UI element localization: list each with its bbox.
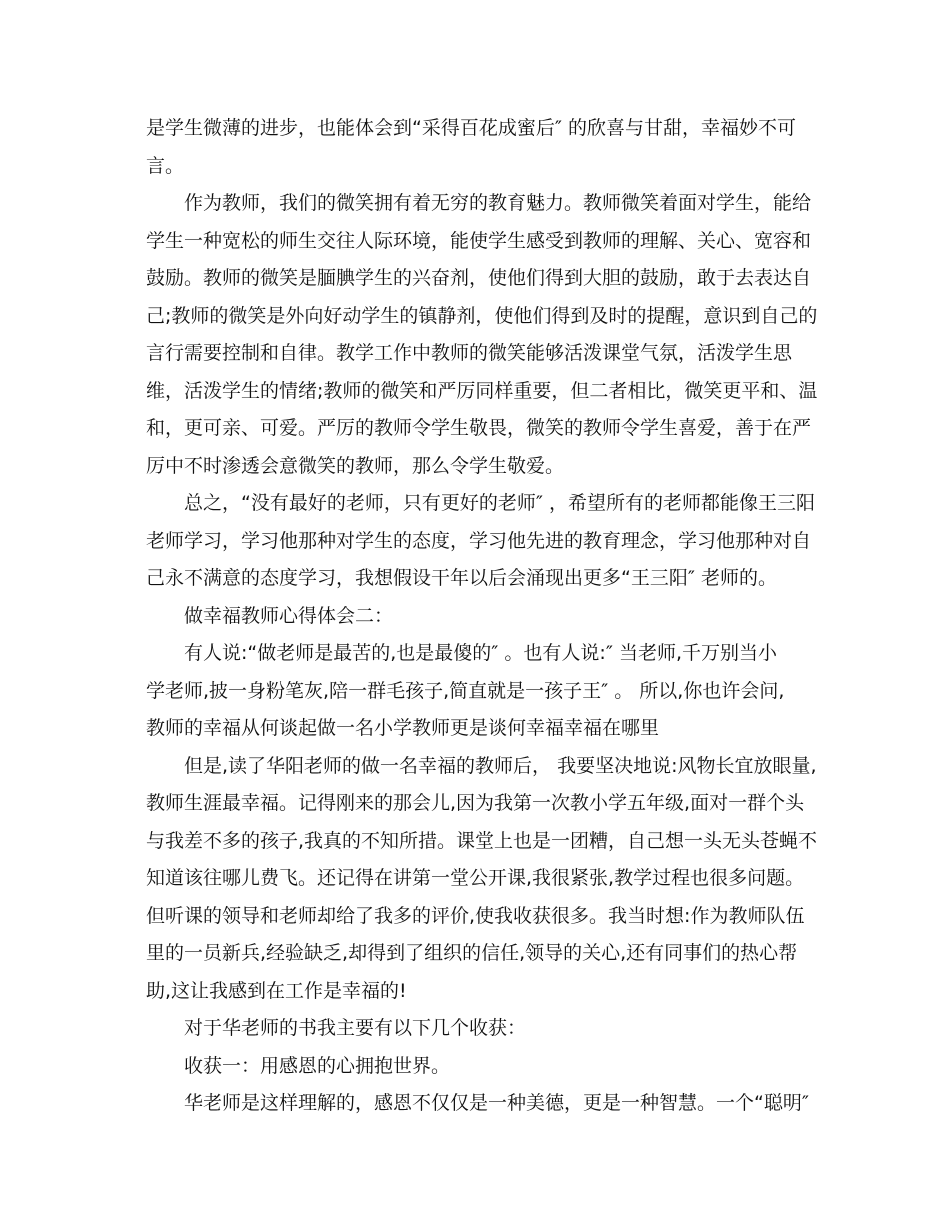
text-line: 教师生涯最幸福。记得刚来的那会儿,因为我第一次教小学五年级,面对一群个头: [146, 792, 805, 814]
text-line: 总之，“没有最好的老师，只有更好的老师″ ，希望所有的老师都能像王三阳: [184, 492, 815, 514]
text-line: 己永不满意的态度学习，我想假设干年以后会涌现出更多“王三阳″ 老师的。: [146, 567, 777, 589]
text-line: 作为教师，我们的微笑拥有着无穷的教育魅力。教师微笑着面对学生，能给: [184, 192, 812, 214]
text-line: 己;教师的微笑是外向好动学生的镇静剂，使他们得到及时的提醒，意识到自己的: [146, 304, 818, 327]
text-line: 言行需要控制和自律。教学工作中教师的微笑能够活泼课堂气氛，活泼学生思: [146, 342, 793, 364]
document-body: [146, 110, 818, 1123]
text-line: 里的一员新兵,经验缺乏,却得到了组织的信任,领导的关心,还有同事们的热心帮: [146, 942, 798, 964]
text-line: 做幸福教师心得体会二：: [184, 604, 394, 627]
text-line: 教师的幸福从何谈起做一名小学教师更是谈何幸福幸福在哪里: [146, 717, 660, 739]
text-line: 和，更可亲、可爱。严厉的教师令学生敬畏，微笑的教师令学生喜爱，善于在严: [146, 417, 812, 439]
text-line: 鼓励。教师的微笑是腼腆学生的兴奋剂，使他们得到大胆的鼓励，敢于去表达自: [146, 267, 812, 289]
text-line: 对于华老师的书我主要有以下几个收获：: [184, 1017, 527, 1039]
text-line: 是学生微薄的进步，也能体会到“采得百花成蜜后″ 的欣喜与甘甜，幸福妙不可: [146, 117, 796, 139]
text-line: 言。: [146, 154, 185, 177]
text-line: 维，活泼学生的情绪;教师的微笑和严厉同样重要，但二者相比，微笑更平和、温: [146, 379, 818, 402]
text-line: 学老师,披一身粉笔灰,陪一群毛孩子,简直就是一孩子王″ 。 所以,你也许会问,: [146, 679, 785, 702]
text-line: 但听课的领导和老师却给了我多的评价,使我收获很多。我当时想:作为教师队伍: [146, 904, 805, 927]
text-line: 但是,读了华阳老师的做一名幸福的教师后， 我要坚决地说:风物长宜放眼量,: [184, 754, 817, 777]
text-line: 厉中不时渗透会意微笑的教师，那么令学生敬爱。: [146, 454, 565, 477]
text-line: 华老师是这样理解的，感恩不仅仅是一种美德，更是一种智慧。一个“聪明″: [184, 1092, 809, 1114]
text-line: 有人说:“做老师是最苦的,也是最傻的″ 。也有人说:″ 当老师,千万别当小: [184, 642, 778, 664]
text-line: 与我差不多的孩子,我真的不知所措。课堂上也是一团糟，自己想一头无头苍蝇不: [146, 829, 818, 852]
text-line: 助,这让我感到在工作是幸福的!: [146, 979, 407, 1002]
text-line: 收获一：用感恩的心拥抱世界。: [184, 1054, 451, 1077]
text-line: 学生一种宽松的师生交往人际环境，能使学生感受到教师的理解、关心、宽容和: [146, 229, 812, 252]
text-line: 老师学习，学习他那种对学生的态度，学习他先进的教育理念，学习他那种对自: [146, 529, 812, 552]
text-line: 知道该往哪儿费飞。还记得在讲第一堂公开课,我很紧张,教学过程也很多问题。: [146, 867, 805, 889]
